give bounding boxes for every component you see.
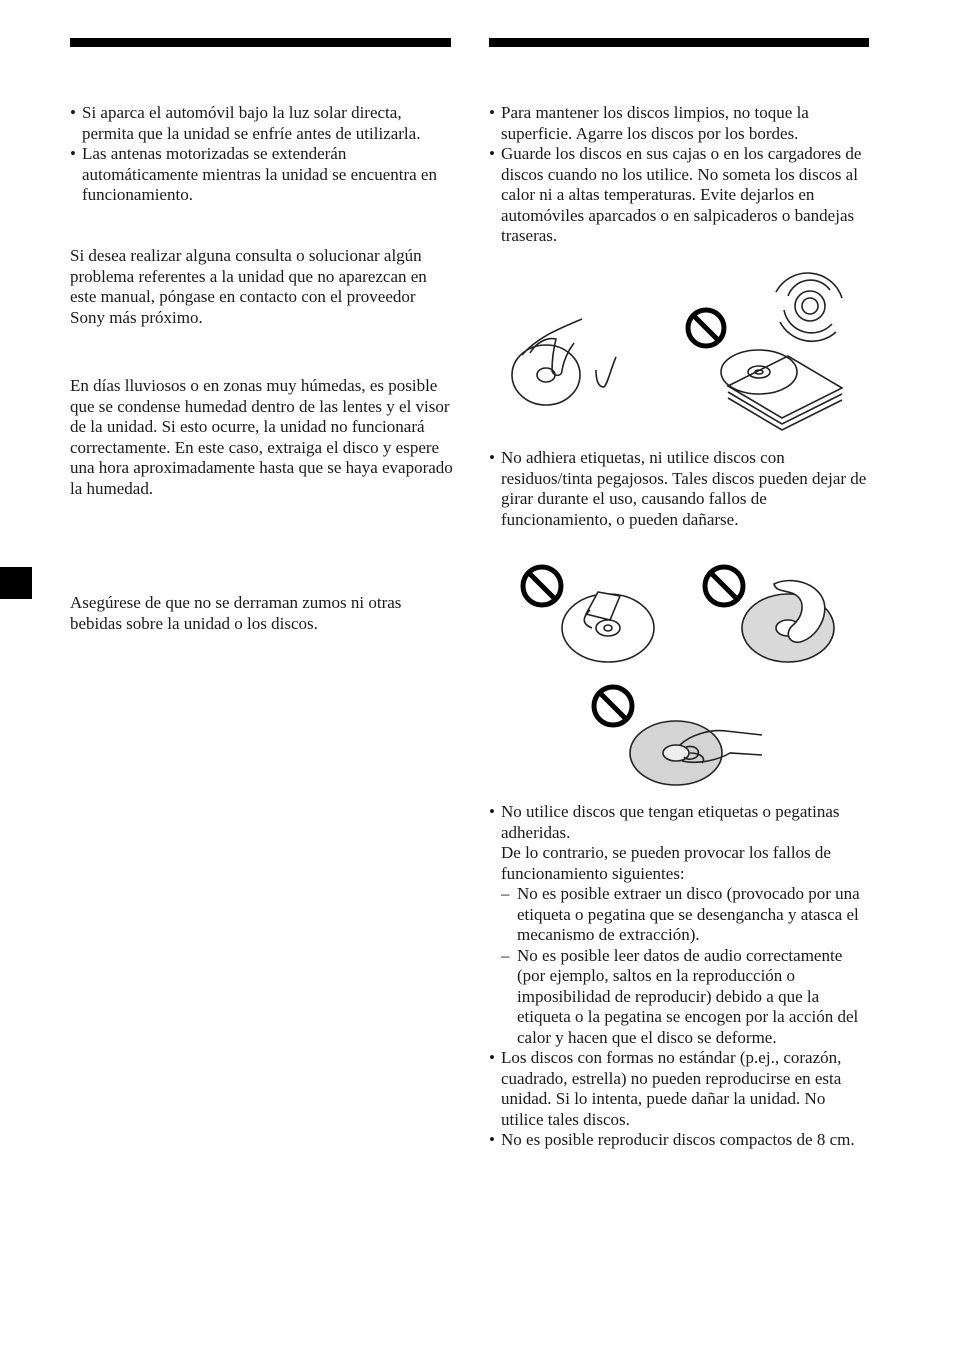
etiquetas-text: No adhiera etiquetas, ni utilice discos con residuos/tinta pegajosos. Tales discos pueden dejar de girar durante el uso, causando fallos de funcionamiento, o pueden dañarse. [501,448,867,529]
precautions-list [70,103,454,206]
consulta-paragraph: Si desea realizar alguna consulta o solucionar algún problema referentes a la unidad que no aparezcan en este manual, póngase en contacto con el proveedor Sony más próximo. [70,246,427,327]
left-header-rule [70,38,451,47]
list-item: – No es posible extraer un disco (provocado por una etiqueta o pegatina que se desengancha y atasca el mecanismo de extracción). [501,884,871,946]
disc-with-label-prohibited-illustration [520,562,660,664]
disc-format-list [489,1048,871,1151]
malfunction-list [501,884,871,1048]
list-item: • Los discos con formas no estándar (p.ej., corazón, cuadrado, estrella) no pueden reproducirse en esta unidad. Si lo intenta, puede dañar la unidad. No utilice tales discos. [489,1048,871,1130]
prohibited-icon [594,687,632,725]
section-tab-marker [0,567,32,599]
list-item: – No es posible leer datos de audio correctamente (por ejemplo, saltos en la reproducción o imposibilidad de reproducir) debido a que la etiqueta o la pegatina se encogen por la acción del calor y hacen que el disco se deforme. [501,946,871,1049]
etiquetas-bullet: • No adhiera etiquetas, ni utilice discos con residuos/tinta pegajosos. Tales discos pueden dejar de girar durante el uso, causando fallos de funcionamiento, o pueden dañarse. [489,448,867,529]
humedad-paragraph: En días lluviosos o en zonas muy húmedas, es posible que se condense humedad dentro de las lentes y el visor de la unidad. Si esto ocurre, la unidad no funcionará correctamente. En este caso, extraiga el disco y espere una hora aproximadamente hasta que se haya evaporado la humedad. [70,376,453,498]
disc-heat-prohibited-illustration [684,276,846,422]
list-item: • Para mantener los discos limpios, no toque la superficie. Agarre los discos por los bordes. [489,103,871,144]
prohibited-icon [523,567,561,605]
pegatinas-bullet: • No utilice discos que tengan etiquetas o pegatinas adheridas. De lo contrario, se pueden provocar los fallos de funcionamiento siguientes: – No es posible extraer un disco (provocado por una etiqueta o pegatina que se desengancha y atasca el mecanismo de extracción). – No es posible leer datos de audio correctamente (por ejemplo, saltos en la reproducción o imposibilidad de reproducir) debido a que la etiqueta o la pegatina se encogen por la acción del calor y hacen que el disco se deforme. • Los discos con formas no estándar (p.ej., corazón, cuadrado, estrella) no pueden reproducirse en esta unidad. Si lo intenta, puede dañar la unidad. No utilice tales discos. • No es posible reproducir discos compactos de 8 cm. [489,802,871,1151]
prohibited-icon [705,567,743,605]
right-header-rule [489,38,869,47]
touching-disc-surface-prohibited-illustration [590,683,766,787]
list-item: • No es posible reproducir discos compactos de 8 cm. [489,1130,871,1151]
disc-with-residue-prohibited-illustration [700,562,840,664]
list-item: • Si aparca el automóvil bajo la luz solar directa, permita que la unidad se enfríe antes de utilizarla. [70,103,454,144]
list-item: • Guarde los discos en sus cajas o en los cargadores de discos cuando no los utilice. No someta los discos al calor ni a altas temperaturas. Evite dejarlos en automóviles aparcados o en salpicaderos o bandejas traseras. [489,144,871,247]
list-item: • Las antenas motorizadas se extenderán automáticamente mientras la unidad se encuentra en funcionamiento. [70,144,454,206]
pegatinas-line1: No utilice discos que tengan etiquetas o pegatinas adheridas. [501,802,840,842]
pegatinas-line2: De lo contrario, se pueden provocar los fallos de funcionamiento siguientes: [501,843,831,883]
right-top-list [489,103,871,247]
disc-care-list [489,103,871,247]
prohibited-icon [688,310,724,346]
hand-holding-disc-illustration [508,315,628,410]
bebidas-paragraph: Asegúrese de que no se derraman zumos ni otras bebidas sobre la unidad o los discos. [70,593,402,633]
left-column [70,103,454,206]
